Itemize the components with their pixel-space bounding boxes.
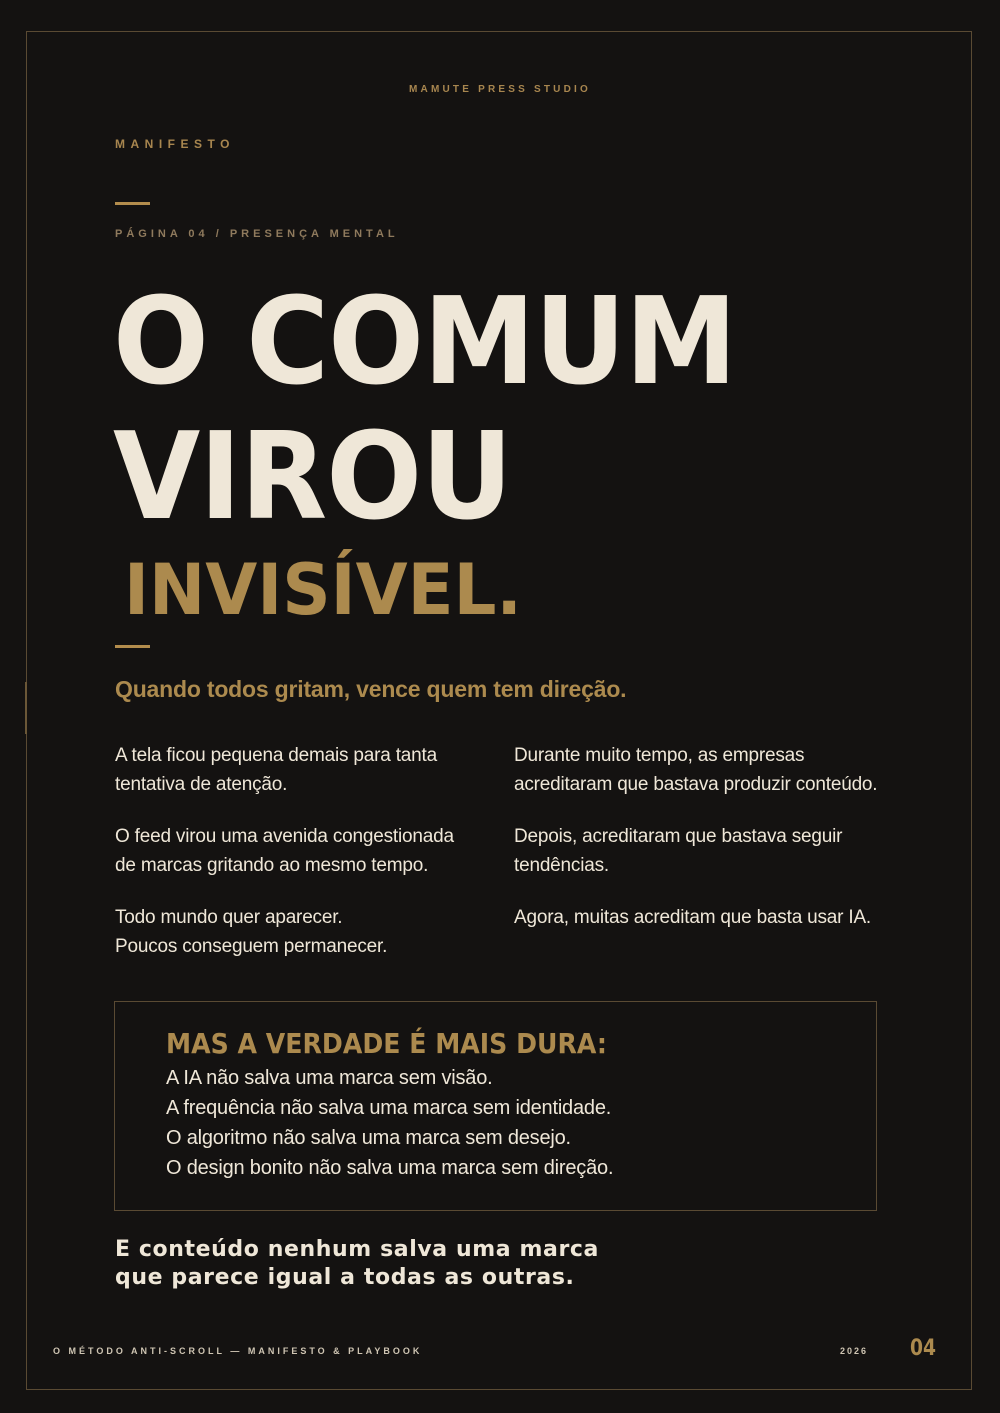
divider-top	[115, 202, 150, 205]
callout-line: A frequência não salva uma marca sem identidade.	[166, 1097, 612, 1119]
body-column-right	[514, 741, 934, 955]
paragraph: Agora, muitas acreditam que basta usar IA.	[514, 907, 872, 928]
section-label: MANIFESTO	[115, 137, 235, 151]
headline-line-2: VIROU	[113, 408, 512, 547]
callout-line: O design bonito não salva uma marca sem direção.	[166, 1157, 614, 1179]
page-number: 04	[910, 1336, 937, 1361]
divider-mid	[115, 645, 150, 648]
paragraph: A tela ficou pequena demais para tanta tentativa de atenção.	[115, 745, 437, 795]
paragraph: Todo mundo quer aparecer. Poucos conseguem permanecer.	[115, 907, 388, 957]
footer-year: 2026	[840, 1346, 869, 1356]
studio-name: MAMUTE PRESS STUDIO	[409, 84, 591, 95]
paragraph: O feed virou uma avenida congestionada de marcas gritando ao mesmo tempo.	[115, 826, 454, 876]
footer-book-title: O MÉTODO ANTI-SCROLL — MANIFESTO & PLAYBOOK	[53, 1346, 423, 1356]
side-marker	[25, 682, 27, 734]
callout-list	[166, 1063, 613, 1183]
page-label: PÁGINA 04 / PRESENÇA MENTAL	[115, 228, 399, 240]
callout-line: A IA não salva uma marca sem visão.	[166, 1067, 493, 1089]
tagline: Quando todos gritam, vence quem tem direção.	[115, 676, 627, 702]
headline-line-3: INVISÍVEL.	[124, 549, 522, 631]
body-column-left	[115, 741, 495, 984]
paragraph: Depois, acreditaram que bastava seguir tendências.	[514, 826, 843, 876]
callout-line: O algoritmo não salva uma marca sem desejo.	[166, 1127, 571, 1149]
paragraph: Durante muito tempo, as empresas acreditaram que bastava produzir conteúdo.	[514, 745, 878, 795]
callout-title: MAS A VERDADE É MAIS DURA:	[166, 1027, 607, 1060]
closing-statement: E conteúdo nenhum salva uma marca que parece igual a todas as outras.	[115, 1237, 600, 1290]
headline-line-1: O COMUM	[113, 273, 737, 412]
